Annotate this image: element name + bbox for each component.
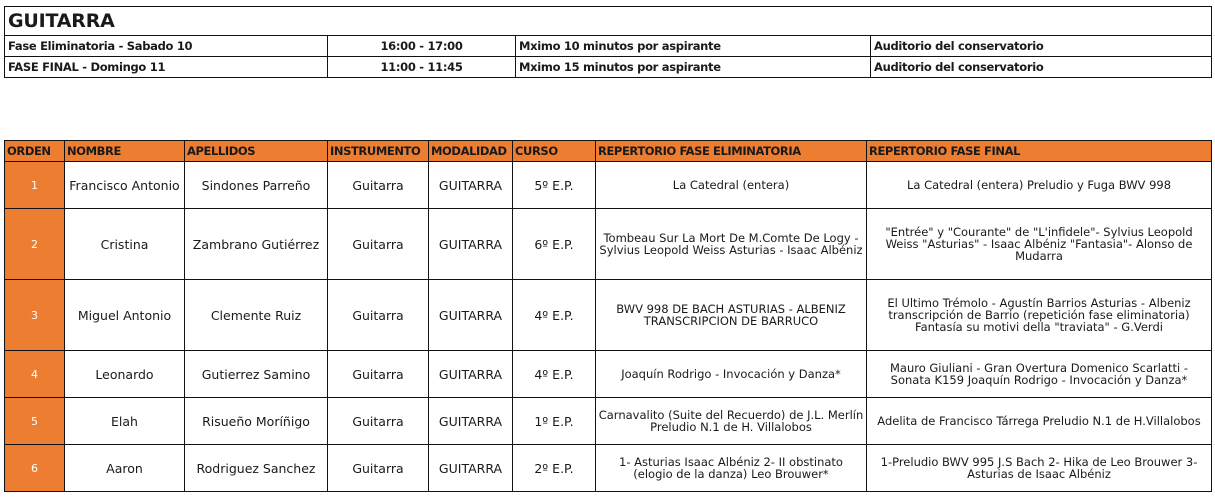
header-curso: CURSO <box>513 141 596 162</box>
cell-repertorio-final: "Entrée" y "Courante" de "L'infidele"- Sylvius Leopold Weiss "Asturias" - Isaac Albéniz "Fantasia"- Alonso de Mudarra <box>867 209 1212 280</box>
table-row <box>5 351 1212 398</box>
schedule-table <box>4 6 1212 78</box>
cell-apellidos: Clemente Ruiz <box>185 280 328 351</box>
cell-repertorio-eliminatoria: BWV 998 DE BACH ASTURIAS - ALBENIZ TRANSCRIPCION DE BARRUCO <box>596 280 867 351</box>
header-apellidos: APELLIDOS <box>185 141 328 162</box>
cell-orden: 2 <box>5 209 65 280</box>
cell-orden: 4 <box>5 351 65 398</box>
table-row <box>5 445 1212 492</box>
schedule-tiempo: Mximo 15 minutos por aspirante <box>516 57 871 78</box>
table-row <box>5 209 1212 280</box>
header-modalidad: MODALIDAD <box>429 141 513 162</box>
cell-apellidos: Rodriguez Sanchez <box>185 445 328 492</box>
header-repertorio-eliminatoria: REPERTORIO FASE ELIMINATORIA <box>596 141 867 162</box>
header-repertorio-final: REPERTORIO FASE FINAL <box>867 141 1212 162</box>
cell-orden: 1 <box>5 162 65 209</box>
cell-nombre: Miguel Antonio <box>65 280 185 351</box>
cell-repertorio-eliminatoria: 1- Asturias Isaac Albéniz 2- II obstinato (elogio de la danza) Leo Brouwer* <box>596 445 867 492</box>
cell-repertorio-final: Adelita de Francisco Tárrega Preludio N.1 de H.Villalobos <box>867 398 1212 445</box>
table-header-row <box>5 141 1212 162</box>
table-row <box>5 398 1212 445</box>
cell-curso: 4º E.P. <box>513 351 596 398</box>
cell-curso: 1º E.P. <box>513 398 596 445</box>
cell-instrumento: Guitarra <box>328 162 429 209</box>
schedule-tiempo: Mximo 10 minutos por aspirante <box>516 36 871 57</box>
schedule-fase: Fase Eliminatoria - Sabado 10 <box>5 36 328 57</box>
cell-instrumento: Guitarra <box>328 351 429 398</box>
cell-apellidos: Sindones Parreño <box>185 162 328 209</box>
cell-nombre: Francisco Antonio <box>65 162 185 209</box>
cell-repertorio-final: 1-Preludio BWV 995 J.S Bach 2- Hika de Leo Brouwer 3- Asturias de Isaac Albéniz <box>867 445 1212 492</box>
cell-repertorio-eliminatoria: Joaquín Rodrigo - Invocación y Danza* <box>596 351 867 398</box>
participants-table <box>4 140 1212 492</box>
schedule-lugar: Auditorio del conservatorio <box>871 36 1212 57</box>
cell-curso: 4º E.P. <box>513 280 596 351</box>
cell-orden: 5 <box>5 398 65 445</box>
cell-orden: 6 <box>5 445 65 492</box>
cell-modalidad: GUITARRA <box>429 351 513 398</box>
schedule-lugar: Auditorio del conservatorio <box>871 57 1212 78</box>
cell-nombre: Elah <box>65 398 185 445</box>
header-orden: ORDEN <box>5 141 65 162</box>
cell-repertorio-final: La Catedral (entera) Preludio y Fuga BWV 998 <box>867 162 1212 209</box>
cell-modalidad: GUITARRA <box>429 445 513 492</box>
cell-orden: 3 <box>5 280 65 351</box>
cell-apellidos: Risueño Moríñigo <box>185 398 328 445</box>
cell-curso: 6º E.P. <box>513 209 596 280</box>
cell-repertorio-eliminatoria: Tombeau Sur La Mort De M.Comte De Logy - Sylvius Leopold Weiss Asturias - Isaac Albéniz <box>596 209 867 280</box>
schedule-hora: 16:00 - 17:00 <box>328 36 516 57</box>
header-instrumento: INSTRUMENTO <box>328 141 429 162</box>
schedule-row <box>5 36 1212 57</box>
cell-modalidad: GUITARRA <box>429 209 513 280</box>
cell-nombre: Aaron <box>65 445 185 492</box>
cell-instrumento: Guitarra <box>328 280 429 351</box>
cell-repertorio-final: El Ultimo Trémolo - Agustín Barrios Asturias - Albeniz transcripción de Barrio (repetición fase eliminatoria) Fantasía su motivi della "traviata" - G.Verdi <box>867 280 1212 351</box>
schedule-row <box>5 57 1212 78</box>
cell-instrumento: Guitarra <box>328 398 429 445</box>
cell-modalidad: GUITARRA <box>429 398 513 445</box>
cell-repertorio-eliminatoria: La Catedral (entera) <box>596 162 867 209</box>
cell-nombre: Cristina <box>65 209 185 280</box>
schedule-hora: 11:00 - 11:45 <box>328 57 516 78</box>
table-row <box>5 162 1212 209</box>
cell-curso: 5º E.P. <box>513 162 596 209</box>
cell-modalidad: GUITARRA <box>429 162 513 209</box>
cell-repertorio-eliminatoria: Carnavalito (Suite del Recuerdo) de J.L. Merlín Preludio N.1 de H. Villalobos <box>596 398 867 445</box>
table-row <box>5 280 1212 351</box>
cell-curso: 2º E.P. <box>513 445 596 492</box>
cell-instrumento: Guitarra <box>328 445 429 492</box>
cell-instrumento: Guitarra <box>328 209 429 280</box>
schedule-fase: FASE FINAL - Domingo 11 <box>5 57 328 78</box>
page-title: GUITARRA <box>5 7 1212 36</box>
cell-apellidos: Zambrano Gutiérrez <box>185 209 328 280</box>
cell-apellidos: Gutierrez Samino <box>185 351 328 398</box>
cell-repertorio-final: Mauro Giuliani - Gran Overtura Domenico Scarlatti - Sonata K159 Joaquín Rodrigo - Invocación y Danza* <box>867 351 1212 398</box>
cell-nombre: Leonardo <box>65 351 185 398</box>
cell-modalidad: GUITARRA <box>429 280 513 351</box>
header-nombre: NOMBRE <box>65 141 185 162</box>
